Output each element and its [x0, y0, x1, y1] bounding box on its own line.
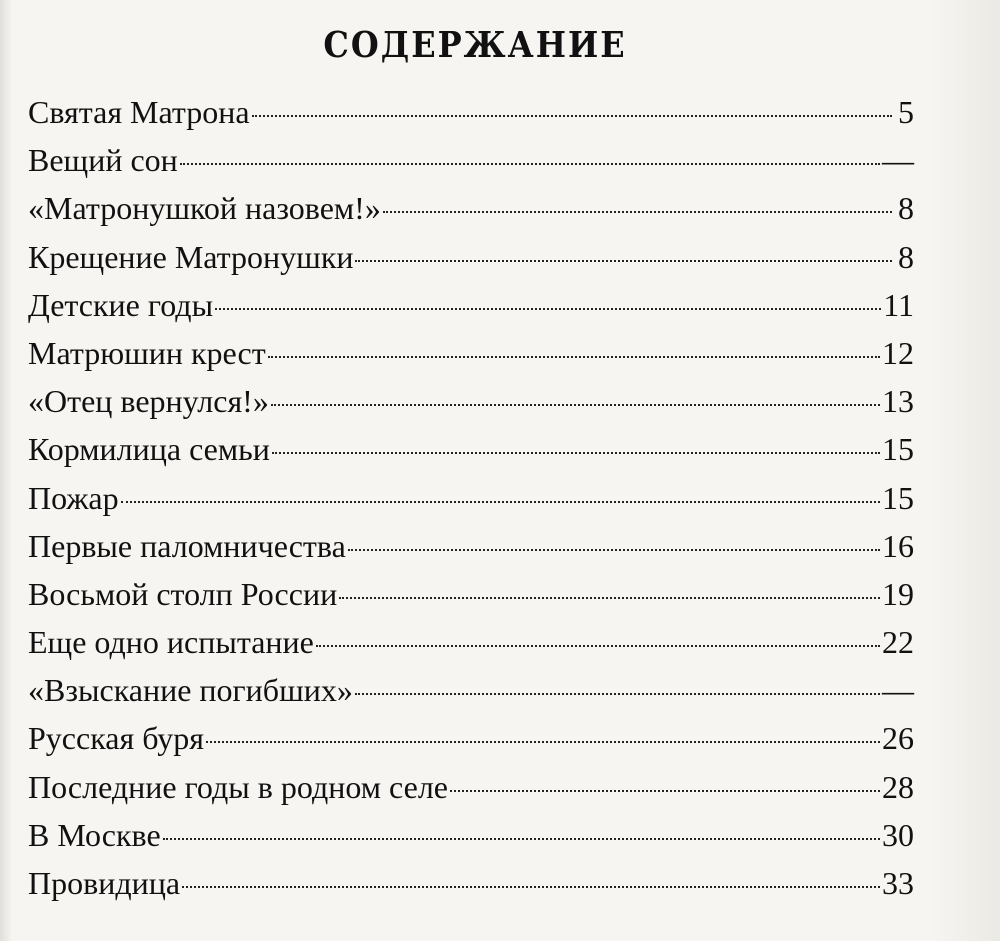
toc-entry[interactable]: [28, 570, 914, 618]
toc-entry-title: Русская буря: [28, 720, 204, 757]
toc-entry-title: Еще одно испытание: [28, 624, 314, 661]
toc-entry-page: —: [882, 672, 914, 709]
toc-entry-page: 11: [883, 286, 914, 323]
toc-entry[interactable]: [28, 666, 914, 714]
toc-entry-title: Вещий сон: [28, 142, 178, 179]
toc-entry[interactable]: [28, 136, 914, 184]
dot-leader: [355, 260, 892, 262]
toc-entry-title: Детские годы: [28, 286, 214, 323]
page-shadow-left: [0, 0, 12, 941]
toc-entry-page: 19: [882, 575, 914, 612]
dot-leader: [450, 790, 880, 792]
toc-entry-page: —: [882, 142, 914, 179]
toc-entry[interactable]: [28, 714, 914, 762]
toc-entry-title: Провидица: [28, 865, 181, 901]
toc-entry-page: 28: [882, 768, 914, 805]
toc-entry[interactable]: [28, 474, 914, 522]
toc-entry-title: Крещение Матронушки: [28, 238, 354, 275]
dot-leader: [348, 549, 880, 551]
toc-entry-title: Последние годы в родном селе: [28, 768, 448, 805]
toc-entry[interactable]: [28, 522, 914, 570]
toc-entry-page: 16: [882, 527, 914, 564]
toc-entry[interactable]: [28, 811, 914, 859]
dot-leader: [339, 597, 880, 599]
dot-leader: [316, 645, 880, 647]
dot-leader: [383, 211, 892, 213]
toc-entry-page: 5: [898, 94, 914, 130]
toc-entry-page: 22: [882, 624, 914, 661]
toc-entry[interactable]: [28, 618, 914, 666]
toc-entry[interactable]: [28, 425, 914, 473]
toc-entry-page: 15: [882, 431, 914, 468]
toc-entry[interactable]: [28, 329, 914, 377]
toc-entry-page: 8: [898, 238, 914, 275]
dot-leader: [206, 741, 880, 743]
toc-entry[interactable]: [28, 184, 914, 232]
toc-entry-title: Кормилица семьи: [28, 431, 270, 468]
dot-leader: [272, 452, 880, 454]
toc-entry-page: 8: [898, 190, 914, 227]
toc-entry-page: 15: [882, 479, 914, 516]
toc-entry[interactable]: [28, 233, 914, 281]
page-title: СОДЕРЖАНИЕ: [323, 24, 627, 66]
toc-entry-page: 33: [882, 865, 914, 901]
dot-leader: [182, 886, 880, 888]
toc-entry-page: 12: [882, 334, 914, 371]
table-of-contents: [28, 88, 914, 907]
dot-leader: [215, 308, 881, 310]
dot-leader: [180, 163, 880, 165]
toc-entry[interactable]: [28, 88, 914, 136]
dot-leader: [355, 693, 880, 695]
toc-entry-title: Пожар: [28, 479, 119, 516]
dot-leader: [271, 404, 880, 406]
dot-leader: [252, 115, 892, 117]
toc-entry-title: В Москве: [28, 816, 161, 853]
toc-entry-page: 26: [882, 720, 914, 757]
toc-entry-title: Матрюшин крест: [28, 334, 266, 371]
toc-entry-page: 30: [882, 816, 914, 853]
dot-leader: [163, 838, 880, 840]
toc-entry-title: Святая Матрона: [28, 94, 250, 130]
toc-entry[interactable]: [28, 377, 914, 425]
toc-entry-title: Первые паломничества: [28, 527, 346, 564]
toc-entry[interactable]: [28, 281, 914, 329]
toc-entry-title: «Матронушкой назовем!»: [28, 190, 381, 227]
dot-leader: [268, 356, 880, 358]
toc-entry[interactable]: [28, 763, 914, 811]
page-shadow-right: [930, 0, 1000, 941]
dot-leader: [121, 501, 880, 503]
toc-entry-title: «Отец вернулся!»: [28, 383, 269, 420]
toc-entry-page: 13: [882, 383, 914, 420]
toc-entry[interactable]: [28, 859, 914, 907]
toc-entry-title: Восьмой столп России: [28, 575, 338, 612]
toc-entry-title: «Взыскание погибших»: [28, 672, 353, 709]
